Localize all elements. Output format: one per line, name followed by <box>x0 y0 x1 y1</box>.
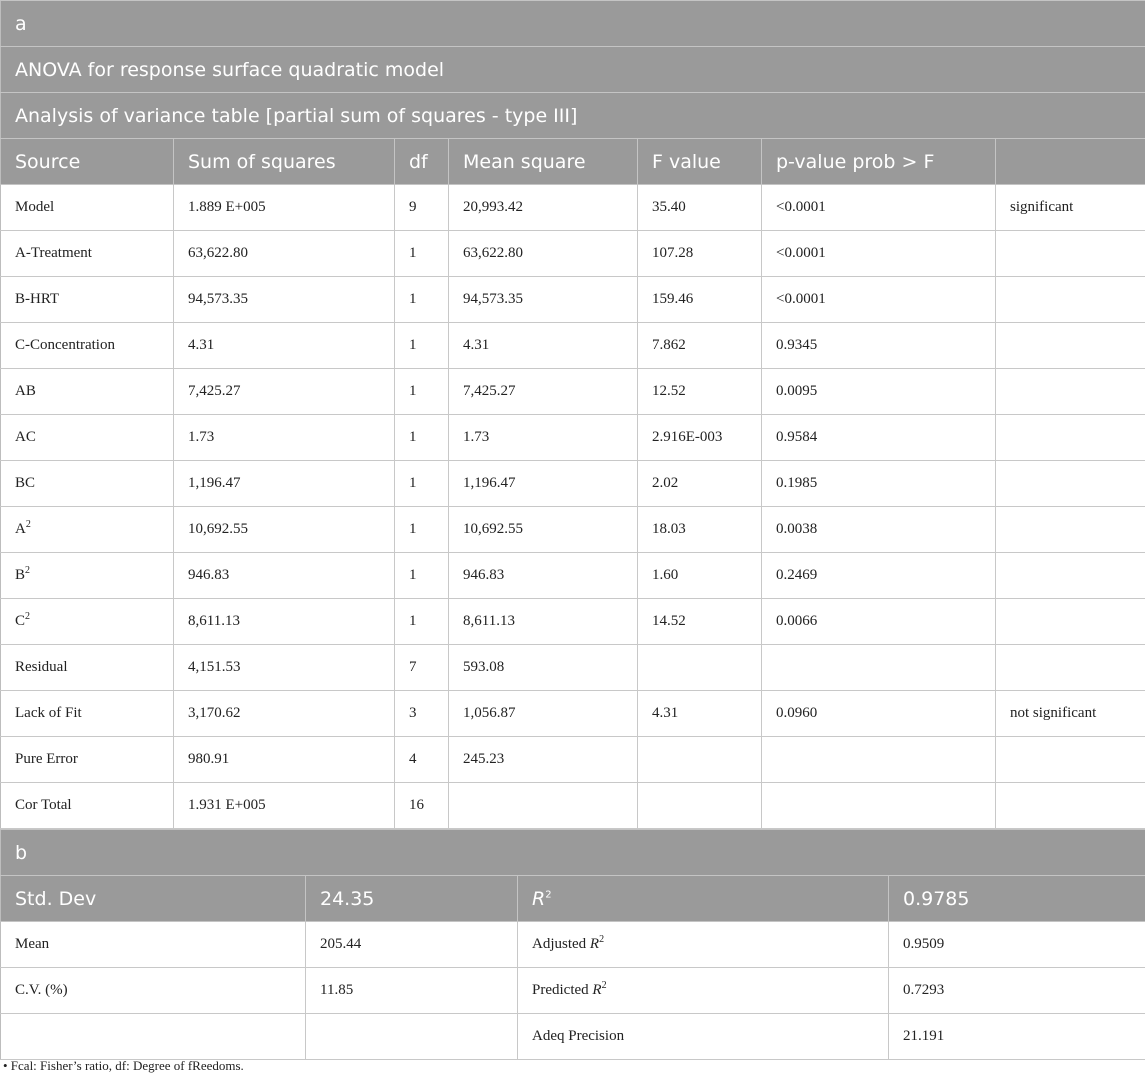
table-subtitle: Analysis of variance table [partial sum of squares - type III] <box>1 93 1145 139</box>
source-cell: AC <box>1 415 174 461</box>
footnote: • Fcal: Fisher’s ratio, df: Degree of fReedoms. <box>3 1058 244 1073</box>
f-value-cell: 2.02 <box>638 461 762 507</box>
significance-cell <box>996 599 1145 645</box>
col-sum-of-squares-header: Sum of squares <box>174 139 395 185</box>
df-cell: 1 <box>395 323 449 369</box>
sum-of-squares-cell: 980.91 <box>174 737 395 783</box>
significance-cell <box>996 415 1145 461</box>
f-value-cell: 7.862 <box>638 323 762 369</box>
table-row <box>1 783 1145 829</box>
part-a-label: a <box>1 1 1145 47</box>
f-value-cell: 35.40 <box>638 185 762 231</box>
table-row <box>1 507 1145 553</box>
p-value-cell <box>762 783 996 829</box>
p-value-cell: <0.0001 <box>762 185 996 231</box>
df-cell: 3 <box>395 691 449 737</box>
df-cell: 9 <box>395 185 449 231</box>
significance-cell <box>996 553 1145 599</box>
f-value-cell: 107.28 <box>638 231 762 277</box>
table-row <box>1 323 1145 369</box>
statistic-value: 205.44 <box>306 922 518 968</box>
significance-cell: not significant <box>996 691 1145 737</box>
source-cell: $B^2$ <box>1 553 174 599</box>
sum-of-squares-cell: 3,170.62 <box>174 691 395 737</box>
statistic-label: Adjusted $R^2$ <box>518 922 889 968</box>
fit-statistics-row <box>1 1014 1145 1060</box>
fit-statistics-row <box>1 968 1145 1014</box>
f-value-cell: 2.916E-003 <box>638 415 762 461</box>
df-cell: 1 <box>395 553 449 599</box>
source-cell: Model <box>1 185 174 231</box>
mean-square-cell: 4.31 <box>449 323 638 369</box>
table-row <box>1 737 1145 783</box>
statistic-label: Mean <box>1 922 306 968</box>
p-value-cell: <0.0001 <box>762 277 996 323</box>
statistic-value <box>306 1014 518 1060</box>
table-row <box>1 461 1145 507</box>
p-value-cell: <0.0001 <box>762 231 996 277</box>
df-cell: 1 <box>395 369 449 415</box>
sum-of-squares-cell: 4.31 <box>174 323 395 369</box>
df-cell: 1 <box>395 599 449 645</box>
mean-square-cell: 63,622.80 <box>449 231 638 277</box>
mean-square-cell: 8,611.13 <box>449 599 638 645</box>
source-cell: $A^2$ <box>1 507 174 553</box>
f-value-cell: 14.52 <box>638 599 762 645</box>
sum-of-squares-cell: 1.73 <box>174 415 395 461</box>
mean-square-cell: 1,056.87 <box>449 691 638 737</box>
table-row <box>1 645 1145 691</box>
mean-square-cell: 1,196.47 <box>449 461 638 507</box>
p-value-cell: 0.0960 <box>762 691 996 737</box>
sum-of-squares-cell: 1.889 E+005 <box>174 185 395 231</box>
sum-of-squares-cell: 1,196.47 <box>174 461 395 507</box>
source-cell: Lack of Fit <box>1 691 174 737</box>
table-row <box>1 369 1145 415</box>
table-row <box>1 415 1145 461</box>
significance-cell <box>996 645 1145 691</box>
part-b-label: b <box>1 830 1145 876</box>
p-value-cell: 0.0038 <box>762 507 996 553</box>
source-cell: BC <box>1 461 174 507</box>
fit-statistics-table <box>0 829 1145 1060</box>
sum-of-squares-cell: 10,692.55 <box>174 507 395 553</box>
table-row <box>1 185 1145 231</box>
p-value-cell <box>762 737 996 783</box>
anova-table-body <box>1 1 1145 829</box>
significance-cell <box>996 507 1145 553</box>
f-value-cell: 1.60 <box>638 553 762 599</box>
source-cell: AB <box>1 369 174 415</box>
p-value-cell: 0.1985 <box>762 461 996 507</box>
significance-cell <box>996 277 1145 323</box>
df-cell: 1 <box>395 231 449 277</box>
r-squared-label: $R^2$ <box>518 876 889 922</box>
table-row <box>1 553 1145 599</box>
sum-of-squares-cell: 8,611.13 <box>174 599 395 645</box>
mean-square-cell: 20,993.42 <box>449 185 638 231</box>
significance-cell <box>996 369 1145 415</box>
df-cell: 1 <box>395 507 449 553</box>
significance-cell <box>996 461 1145 507</box>
table-title: ANOVA for response surface quadratic model <box>1 47 1145 93</box>
f-value-cell: 12.52 <box>638 369 762 415</box>
statistic-label <box>1 1014 306 1060</box>
source-cell: B-HRT <box>1 277 174 323</box>
table-row <box>1 231 1145 277</box>
statistic-value: 11.85 <box>306 968 518 1014</box>
mean-square-cell <box>449 783 638 829</box>
statistic-label: C.V. (%) <box>1 968 306 1014</box>
p-value-cell: 0.0095 <box>762 369 996 415</box>
mean-square-cell: 7,425.27 <box>449 369 638 415</box>
df-cell: 7 <box>395 645 449 691</box>
f-value-cell: 159.46 <box>638 277 762 323</box>
significance-cell <box>996 231 1145 277</box>
fit-statistics-row <box>1 922 1145 968</box>
source-cell: Pure Error <box>1 737 174 783</box>
statistic-label: Adeq Precision <box>518 1014 889 1060</box>
df-cell: 16 <box>395 783 449 829</box>
df-cell: 1 <box>395 461 449 507</box>
std-dev-label: Std. Dev <box>1 876 306 922</box>
sum-of-squares-cell: 7,425.27 <box>174 369 395 415</box>
f-value-cell <box>638 737 762 783</box>
mean-square-cell: 94,573.35 <box>449 277 638 323</box>
sum-of-squares-cell: 94,573.35 <box>174 277 395 323</box>
col-f-value-header: F value <box>638 139 762 185</box>
significance-cell <box>996 783 1145 829</box>
col-df-header: df <box>395 139 449 185</box>
sum-of-squares-cell: 4,151.53 <box>174 645 395 691</box>
statistic-value: 0.7293 <box>889 968 1145 1014</box>
p-value-cell <box>762 645 996 691</box>
significance-cell: significant <box>996 185 1145 231</box>
statistic-label: Predicted $R^2$ <box>518 968 889 1014</box>
mean-square-cell: 10,692.55 <box>449 507 638 553</box>
fit-statistics-header-row <box>1 876 1145 922</box>
significance-cell <box>996 737 1145 783</box>
r-squared-value: 0.9785 <box>889 876 1145 922</box>
mean-square-cell: 593.08 <box>449 645 638 691</box>
col-source-header: Source <box>1 139 174 185</box>
source-cell: $C^2$ <box>1 599 174 645</box>
p-value-cell: 0.9584 <box>762 415 996 461</box>
df-cell: 1 <box>395 415 449 461</box>
sum-of-squares-cell: 1.931 E+005 <box>174 783 395 829</box>
significance-cell <box>996 323 1145 369</box>
source-cell: Cor Total <box>1 783 174 829</box>
source-cell: A-Treatment <box>1 231 174 277</box>
statistic-value: 21.191 <box>889 1014 1145 1060</box>
p-value-cell: 0.2469 <box>762 553 996 599</box>
sum-of-squares-cell: 946.83 <box>174 553 395 599</box>
std-dev-value: 24.35 <box>306 876 518 922</box>
mean-square-cell: 946.83 <box>449 553 638 599</box>
f-value-cell <box>638 783 762 829</box>
table-row <box>1 277 1145 323</box>
mean-square-cell: 245.23 <box>449 737 638 783</box>
p-value-cell: 0.9345 <box>762 323 996 369</box>
col-significance-header <box>996 139 1145 185</box>
table-row <box>1 691 1145 737</box>
p-value-cell: 0.0066 <box>762 599 996 645</box>
f-value-cell: 18.03 <box>638 507 762 553</box>
mean-square-cell: 1.73 <box>449 415 638 461</box>
fit-statistics-body <box>1 830 1145 1060</box>
df-cell: 4 <box>395 737 449 783</box>
statistic-value: 0.9509 <box>889 922 1145 968</box>
f-value-cell: 4.31 <box>638 691 762 737</box>
f-value-cell <box>638 645 762 691</box>
source-cell: Residual <box>1 645 174 691</box>
col-mean-square-header: Mean square <box>449 139 638 185</box>
table-row <box>1 599 1145 645</box>
column-header-row <box>1 139 1145 185</box>
source-cell: C-Concentration <box>1 323 174 369</box>
col-p-value-header: p-value prob > F <box>762 139 996 185</box>
sum-of-squares-cell: 63,622.80 <box>174 231 395 277</box>
df-cell: 1 <box>395 277 449 323</box>
